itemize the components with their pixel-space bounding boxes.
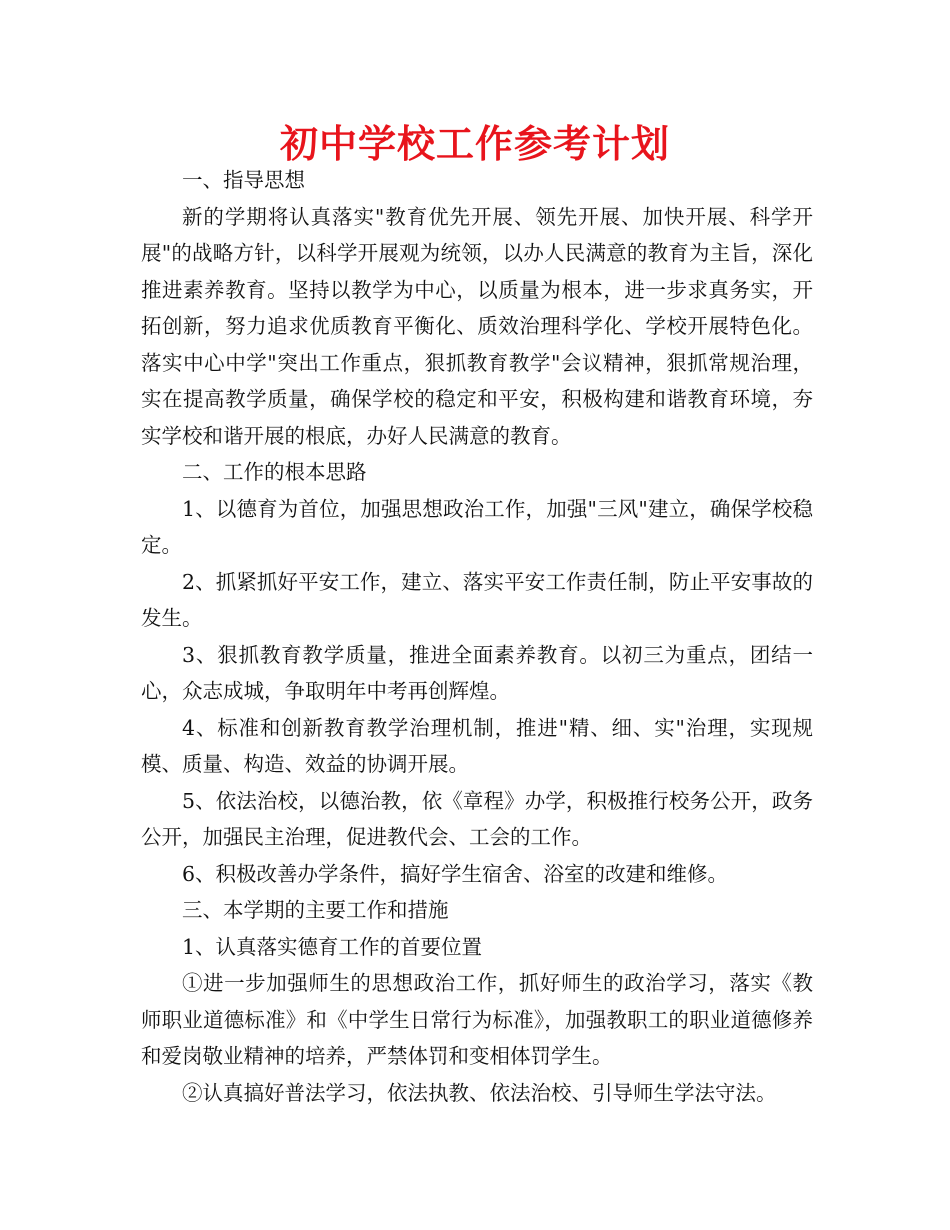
list-item-approach-4: 4、标准和创新教育教学治理机制，推进"精、细、实"治理，实现规模、质量、构造、效益的协调开展。 (141, 715, 813, 776)
list-item-approach-6: 6、积极改善办学条件，搞好学生宿舍、浴室的改建和维修。 (182, 861, 729, 886)
section-heading-guiding-thought: 一、指导思想 (182, 168, 305, 192)
paragraph-guiding-thought: 新的学期将认真落实"教育优先开展、领先开展、加快开展、科学开展"的战略方针，以科学开展观为统领，以办人民满意的教育为主旨，深化推进素养教育。坚持以教学为中心，以质量为根本，进一步求真务实，开拓创新，努力追求优质教育平衡化、质效治理科学化、学校开展特色化。落实中心中学"突出工作重点，狠抓教育教学"会议精神，狠抓常规治理，实在提高教学质量，确保学校的稳定和平安，积极构建和谐教育环境，夯实学校和谐开展的根底，办好人民满意的教育。 (141, 204, 813, 448)
document-body (141, 162, 813, 1111)
section-heading-main-work: 三、本学期的主要工作和措施 (182, 898, 449, 922)
document-title: 初中学校工作参考计划 (279, 122, 670, 166)
list-item-approach-1: 1、以德育为首位，加强思想政治工作，加强"三风"建立，确保学校稳定。 (141, 496, 813, 557)
list-item-approach-3: 3、狠抓教育教学质量，推进全面素养教育。以初三为重点，团结一心，众志成城，争取明年中考再创辉煌。 (141, 642, 813, 703)
subsection-heading-moral-education: 1、认真落实德育工作的首要位置 (182, 934, 483, 959)
list-item-approach-5: 5、依法治校，以德治教，依《章程》办学，积极推行校务公开，政务公开，加强民主治理，促进教代会、工会的工作。 (141, 788, 813, 849)
list-item-approach-2: 2、抓紧抓好平安工作，建立、落实平安工作责任制，防止平安事故的发生。 (141, 569, 813, 630)
list-item-moral-2: ②认真搞好普法学习，依法执教、依法治校、引导师生学法守法。 (182, 1080, 777, 1105)
section-heading-basic-approach: 二、工作的根本思路 (182, 460, 367, 484)
list-item-moral-1: ①进一步加强师生的思想政治工作，抓好师生的政治学习，落实《教师职业道德标准》和《中学生日常行为标准》，加强教职工的职业道德修养和爱岗敬业精神的培养，严禁体罚和变相体罚学生。 (141, 971, 813, 1068)
